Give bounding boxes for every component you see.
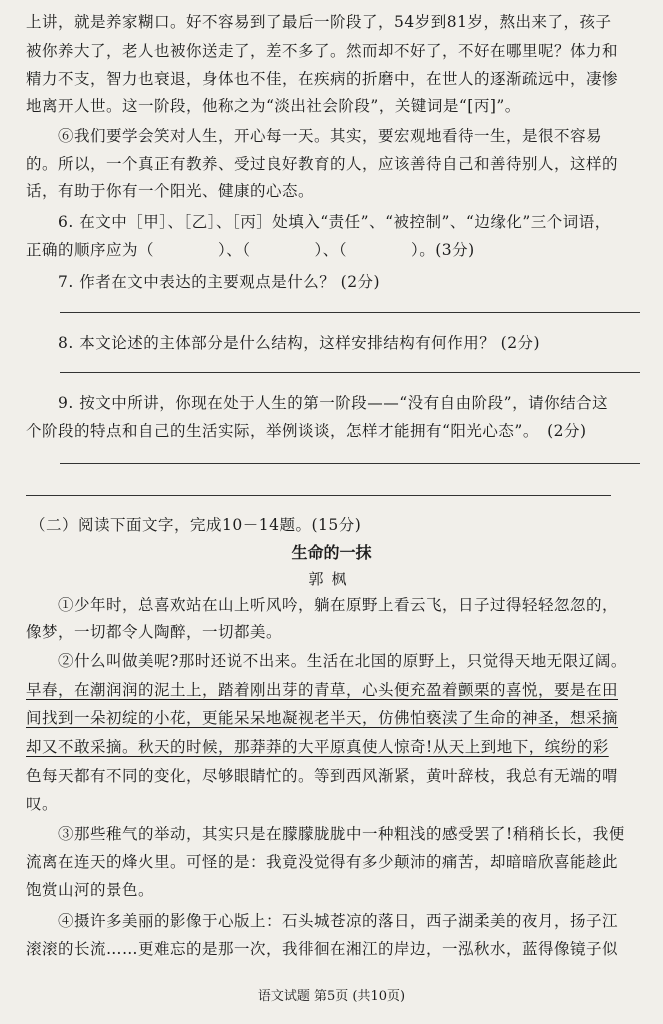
text-line: ④摄许多美丽的影像于心版上：石头城苍凉的落日，西子湖柔美的夜月，扬子江 xyxy=(58,912,619,930)
answer-line xyxy=(26,495,611,496)
text-line: 被你养大了，老人也被你送走了，差不多了。然而却不好了，不好在哪里呢？体力和 xyxy=(26,42,619,60)
underlined-line: 间找到一朵初绽的小花，更能呆呆地凝视老半天，仿佛怕亵渎了生命的神圣，想采摘 xyxy=(26,709,619,727)
article-author: 郭枫 xyxy=(308,570,355,588)
answer-line xyxy=(60,312,640,313)
answer-line xyxy=(60,372,640,373)
text-line: 饱赏山河的景色。 xyxy=(26,881,155,899)
article-title: 生命的一抹 xyxy=(291,543,372,562)
text-line: ⑥我们要学会笑对人生，开心每一天。其实，要宏观地看待一生，是很不容易 xyxy=(58,127,603,145)
text-line: 精力不支，智力也衰退，身体也不佳，在疾病的折磨中，在世人的逐渐疏远中，凄惨 xyxy=(26,70,619,88)
text-line: 滚滚的长流……更难忘的是那一次，我徘徊在湘江的岸边，一泓秋水，蓝得像镜子似 xyxy=(26,940,619,958)
text-line: 地离开人世。这一阶段，他称之为“淡出社会阶段”，关键词是“[丙]”。 xyxy=(26,97,521,115)
text-line: ③那些稚气的举动，其实只是在朦朦胧胧中一种粗浅的感受罢了!稍稍长长，我便 xyxy=(58,825,625,843)
text-line: 话，有助于你有一个阳光、健康的心态。 xyxy=(26,182,315,200)
question-9: 9. 按文中所讲，你现在处于人生的第一阶段——“没有自由阶段”，请你结合这 xyxy=(58,394,609,412)
question-9: 个阶段的特点和自己的生活实际，举例谈谈，怎样才能拥有“阳光心态”。 (2分) xyxy=(26,422,587,440)
page-footer: 语文试题 第5页 (共10页) xyxy=(257,989,406,1004)
text-line: ②什么叫做美呢?那时还说不出来。生活在北国的原野上，只觉得天地无限辽阔。 xyxy=(58,652,627,670)
text-line: 像梦，一切都令人陶醉，一切都美。 xyxy=(26,623,283,641)
section-heading: （二）阅读下面文字，完成10－14题。(15分) xyxy=(30,516,362,534)
question-7: 7. 作者在文中表达的主要观点是什么？ (2分) xyxy=(58,273,381,291)
question-8: 8. 本文论述的主体部分是什么结构，这样安排结构有何作用？ (2分) xyxy=(58,334,541,352)
text-line: 上讲，就是养家糊口。好不容易到了最后一阶段了，54岁到81岁，熬出来了，孩子 xyxy=(26,13,612,31)
text-line: 流离在连天的烽火里。可怪的是：我竟没觉得有多少颠沛的痛苦，却暗暗欣喜能趁此 xyxy=(26,853,619,871)
question-6: 6. 在文中［甲］、［乙］、［丙］处填入“责任”、“被控制”、“边缘化”三个词语， xyxy=(58,213,611,231)
text-line: 色每天都有不同的变化，尽够眼睛忙的。等到西风渐紧，黄叶辞枝，我总有无端的喟 xyxy=(26,767,619,785)
underlined-line: 却又不敢采摘。秋天的时候，那莽莽的大平原真使人惊奇!从天上到地下，缤纷的彩 xyxy=(26,738,609,756)
text-line: 的。所以，一个真正有教养、受过良好教育的人，应该善待自己和善待别人，这样的 xyxy=(26,155,619,173)
underlined-line: 早春，在潮润润的泥土上，踏着刚出芽的青草，心头便充盈着颤栗的喜悦，要是在田 xyxy=(26,681,619,699)
text-line: 叹。 xyxy=(26,795,59,813)
answer-line xyxy=(60,463,640,464)
question-6-blanks: 正确的顺序应为（ ）、（ ）、（ ）。(3分) xyxy=(26,241,475,259)
text-line: ①少年时，总喜欢站在山上听风吟，躺在原野上看云飞，日子过得轻轻忽忽的， xyxy=(58,596,619,614)
